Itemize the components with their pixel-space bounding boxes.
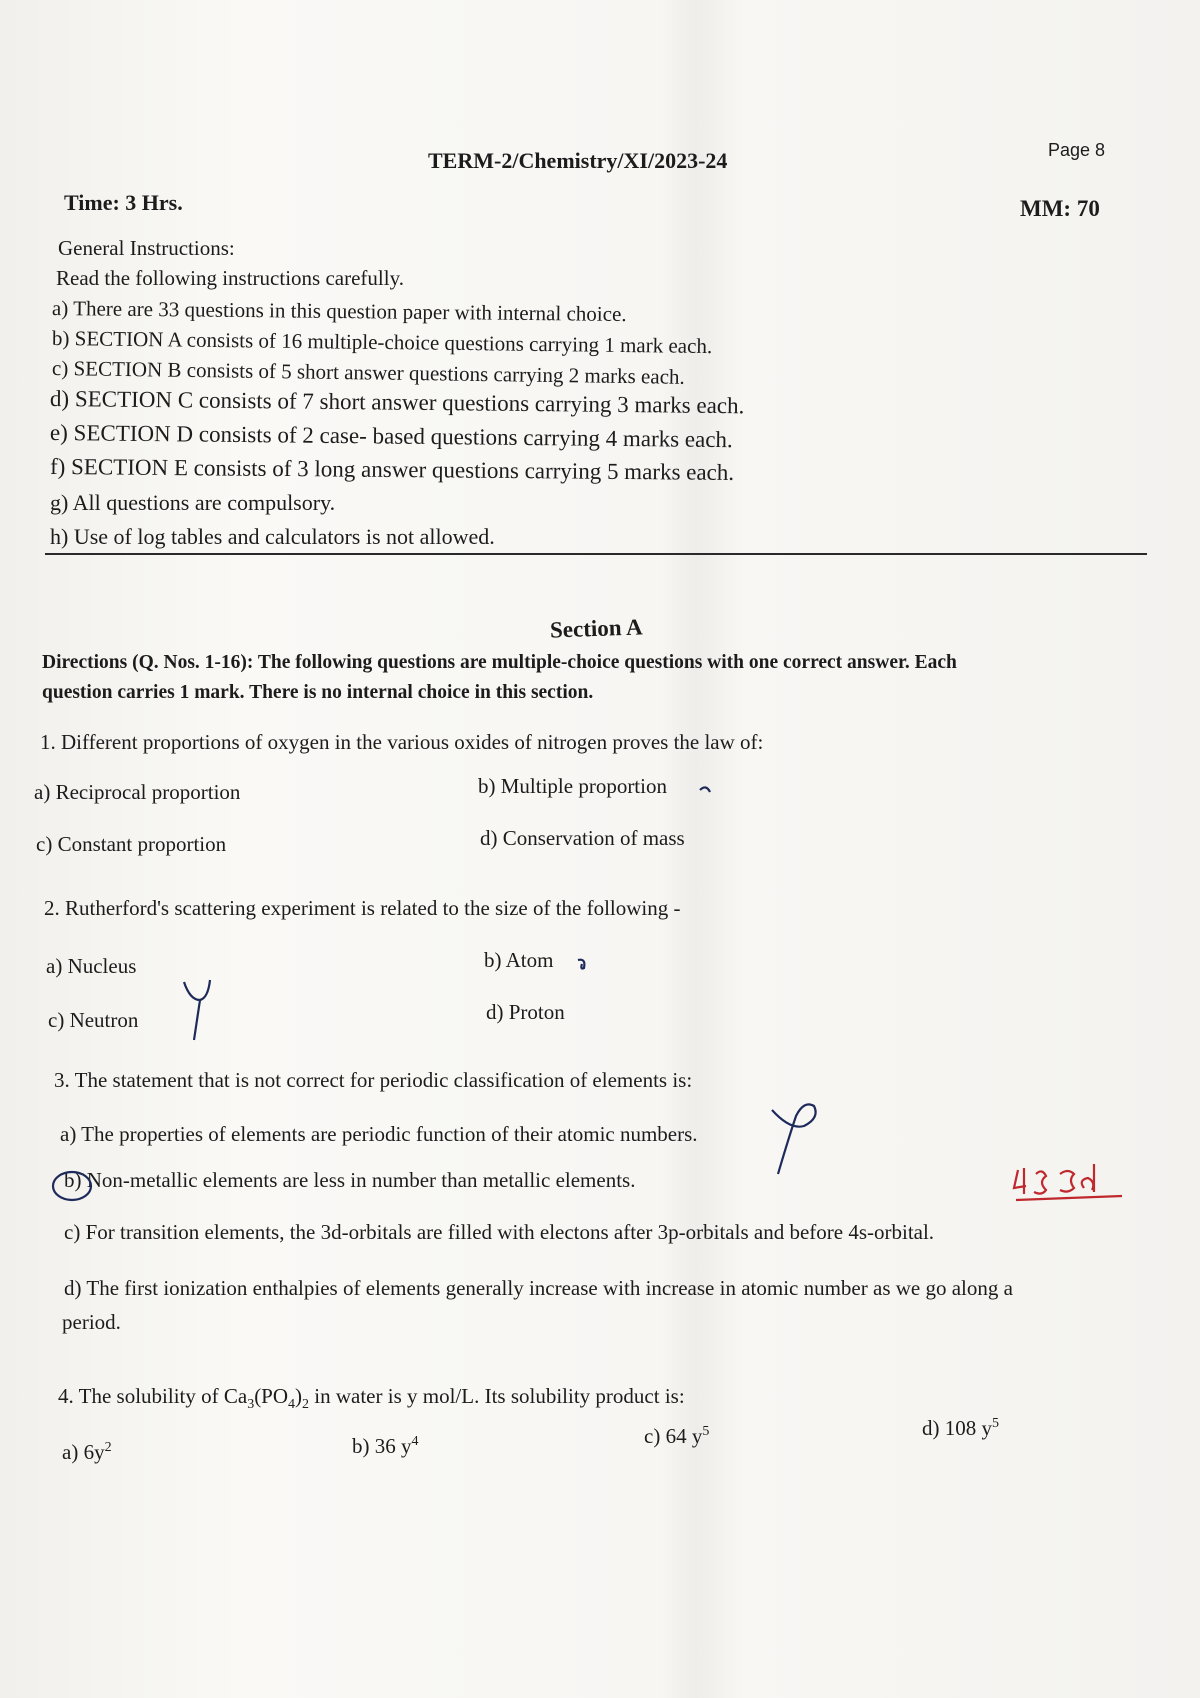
q3-option-b[interactable]: b) Non-metallic elements are less in number than metallic elements. [64,1168,636,1192]
instruction-item: b) SECTION A consists of 16 multiple-choice questions carrying 1 mark each. [51,326,713,359]
instruction-item: d) SECTION C consists of 7 short answer questions carrying 3 marks each. [49,386,745,419]
instruction-item: h) Use of log tables and calculators is not allowed. [50,524,495,549]
q4-option-c[interactable]: c) 64 $y^5$ [644,1424,710,1448]
instruction-item: f) SECTION E consists of 3 long answer questions carrying 5 marks each. [49,454,735,485]
question-4: 4. The solubility of $Ca_3(PO_4)_2$ in water is y mol/L. Its solubility product is: [58,1384,685,1413]
q2-option-b[interactable]: b) Atom [484,948,554,972]
section-directions: Directions (Q. Nos. 1-16): The following questions are multiple-choice questions with one correct answer. Each [42,652,957,673]
q3-option-c[interactable]: c) For transition elements, the 3d-orbitals are filled with electons after 3p-orbitals and before 4s-orbital. [64,1220,935,1244]
instruction-item: g) All questions are compulsory. [50,490,336,515]
question-3: 3. The statement that is not correct for periodic classification of elements is: [54,1068,693,1092]
instruction-item: e) SECTION D consists of 2 case- based questions carrying 4 marks each. [49,420,733,453]
handwritten-tick-q2 [180,976,220,1046]
q4-option-a[interactable]: a) $6y^2$ [62,1440,112,1464]
handwritten-mark-q1 [696,780,716,800]
instruction-item: c) SECTION B consists of 5 short answer questions carrying 2 marks each. [51,356,685,389]
instructions-heading: General Instructions: [58,236,235,260]
paper-title: TERM-2/Chemistry/XI/2023-24 [428,148,728,173]
time-label: Time: 3 Hrs. [64,190,183,215]
q1-option-d[interactable]: d) Conservation of mass [480,826,685,850]
q4-option-b[interactable]: b) 36 $y^4$ [352,1434,419,1458]
q2-option-c[interactable]: c) Neutron [48,1008,139,1032]
q1-option-a[interactable]: a) Reciprocal proportion [34,780,241,804]
divider-line [45,553,1147,555]
q4-option-d[interactable]: d) 108 $y^5$ [922,1416,999,1440]
handwritten-tick-q3 [770,1100,830,1180]
q3-option-d[interactable]: d) The first ionization enthalpies of elements generally increase with increase in atomic number as we go along a [64,1276,1013,1300]
max-marks: MM: 70 [1020,196,1100,221]
q3-option-a[interactable]: a) The properties of elements are periodic function of their atomic numbers. [60,1122,698,1146]
section-directions: question carries 1 mark. There is no internal choice in this section. [42,682,594,703]
section-title: Section A [549,614,644,643]
page-number: Page 8 [1048,140,1106,160]
instruction-item: a) There are 33 questions in this question paper with internal choice. [51,296,627,327]
q3-option-d-continued: period. [62,1310,121,1334]
q2-option-a[interactable]: a) Nucleus [46,954,137,978]
question-1: 1. Different proportions of oxygen in the various oxides of nitrogen proves the law of: [40,730,764,754]
handwritten-mark-q2 [574,954,594,974]
q1-option-c[interactable]: c) Constant proportion [36,832,227,856]
question-2: 2. Rutherford's scattering experiment is related to the size of the following - [44,896,681,920]
q2-option-d[interactable]: d) Proton [486,1000,565,1024]
q1-option-b[interactable]: b) Multiple proportion [478,774,667,798]
handwritten-circle-q3b [50,1168,100,1208]
instructions-intro: Read the following instructions carefully. [56,266,404,290]
